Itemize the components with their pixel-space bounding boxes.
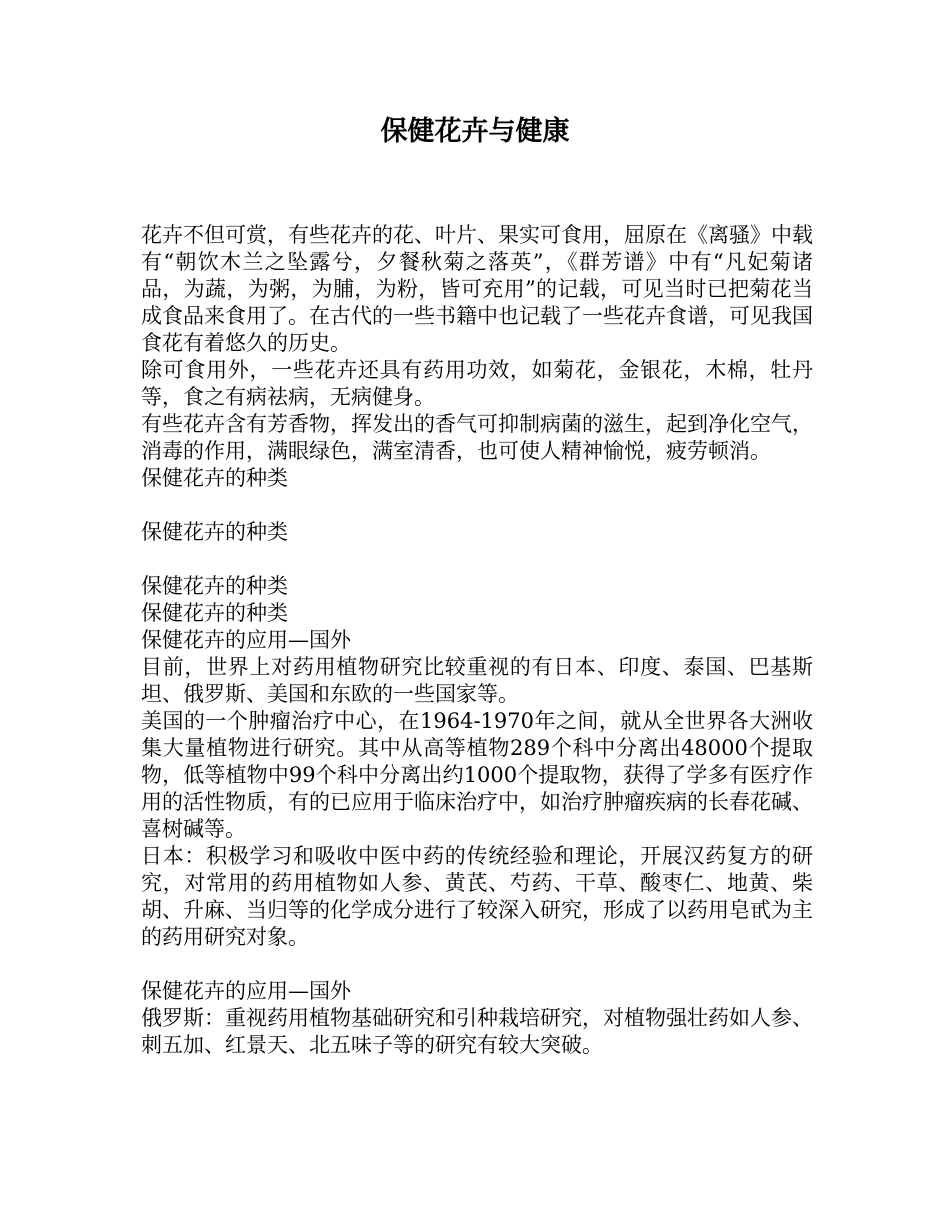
section-heading: 保健花卉的应用—国外: [141, 979, 351, 1003]
document-title: 保健花卉与健康: [380, 116, 570, 147]
paragraph-intro: 花卉不但可赏，有些花卉的花、叶片、果实可食用，屈原在《离骚》中载有“朝饮木兰之坠露兮，夕餐秋菊之落英”，《群芳谱》中有“凡妃菊诸品，为蔬，为粥，为脯，为粉，皆可充用”的记载，可见当时已把菊花当成食品来食用了。在古代的一些书籍中也记载了一些花卉食谱，可见我国食花有着悠久的历史。: [141, 223, 813, 355]
section-heading: 保健花卉的种类: [141, 466, 288, 490]
paragraph-aromatic: 有些花卉含有芳香物，挥发出的香气可抑制病菌的滋生，起到净化空气，消毒的作用，满眼绿色，满室清香，也可使人精神愉悦，疲劳顿消。: [141, 412, 813, 463]
blank-line: [141, 546, 813, 573]
section-heading: 保健花卉的应用—国外: [141, 628, 351, 652]
section-heading: 保健花卉的种类: [141, 520, 288, 544]
section-heading: 保健花卉的种类: [141, 601, 288, 625]
paragraph-russia: 俄罗斯：重视药用植物基础研究和引种栽培研究，对植物强壮药如人参、刺五加、红景天、北五味子等的研究有较大突破。: [141, 1006, 813, 1057]
paragraph-japan: 日本：积极学习和吸收中医中药的传统经验和理论，开展汉药复方的研究，对常用的药用植物如人参、黄芪、芍药、干草、酸枣仁、地黄、柴胡、升麻、当归等的化学成分进行了较深入研究，形成了以药用皂甙为主的药用研究对象。: [141, 844, 813, 949]
blank-line: [141, 492, 813, 519]
document-body: [141, 222, 813, 1059]
section-heading: 保健花卉的种类: [141, 574, 288, 598]
paragraph-usa: 美国的一个肿瘤治疗中心，在1964-1970年之间，就从全世界各大洲收集大量植物进行研究。其中从高等植物289个科中分离出48000个提取物，低等植物中99个科中分离出约1000个提取物，获得了学多有医疗作用的活性物质，有的已应用于临床治疗中，如治疗肿瘤疾病的长春花碱、喜树碱等。: [141, 709, 813, 841]
blank-line: [141, 951, 813, 978]
paragraph-medicinal: 除可食用外，一些花卉还具有药用功效，如菊花，金银花，木棉，牡丹等，食之有病祛病，无病健身。: [141, 358, 813, 409]
paragraph-world-research: 目前，世界上对药用植物研究比较重视的有日本、印度、泰国、巴基斯坦、俄罗斯、美国和东欧的一些国家等。: [141, 655, 813, 706]
